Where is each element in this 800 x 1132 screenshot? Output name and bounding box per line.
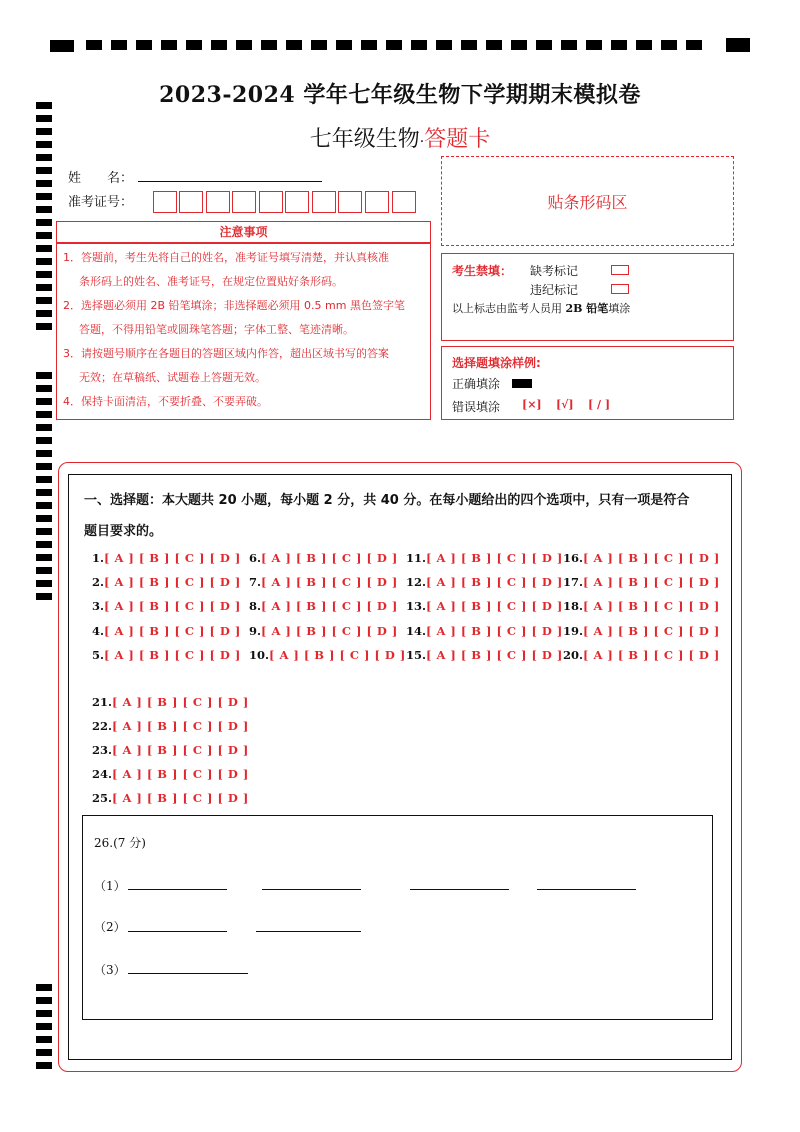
violation-mark-label: 违纪标记 [530, 283, 579, 297]
question-10[interactable] [249, 648, 406, 662]
barcode-area [441, 156, 734, 246]
notice-item: 答题，不得用铅笔或圆珠笔答题；字体工整、笔迹清晰。 [79, 323, 354, 336]
answer-options[interactable]: [ A ] [ B ] [ C ] [ D ] [583, 551, 720, 565]
timing-mark [311, 40, 327, 50]
notice-item: 1．答题前，考生先将自己的姓名，准考证号填写清楚，并认真核准 [63, 251, 389, 264]
question-number: 20. [563, 648, 584, 662]
correct-fill-label: 正确填涂 [452, 377, 501, 391]
question-number: 2. [92, 575, 105, 589]
card-label: 答题卡 [424, 127, 491, 152]
answer-options[interactable]: [ A ] [ B ] [ C ] [ D ] [583, 648, 720, 662]
timing-mark [186, 40, 202, 50]
section1-title-line1: 一、选择题：本大题共 20 小题，每小题 2 分，共 40 分。在每小题给出的四个选项中，只有一项是符合 [84, 493, 690, 508]
answer-options[interactable]: [ A ] [ B ] [ C ] [ D ] [112, 695, 249, 709]
answer-options[interactable]: [ A ] [ B ] [ C ] [ D ] [426, 648, 563, 662]
question-13[interactable] [406, 599, 563, 613]
question-9[interactable] [249, 624, 398, 638]
question-12[interactable] [406, 575, 563, 589]
answer-options[interactable]: [ A ] [ B ] [ C ] [ D ] [261, 575, 398, 589]
forbidden-box [441, 253, 734, 341]
exam-id-box[interactable] [285, 191, 309, 213]
question-number: 23. [92, 743, 113, 757]
question-16[interactable] [563, 551, 720, 565]
q26-part3-label: （3） [94, 963, 126, 977]
timing-mark [511, 40, 527, 50]
answer-options[interactable]: [ A ] [ B ] [ C ] [ D ] [104, 624, 241, 638]
answer-options[interactable]: [ A ] [ B ] [ C ] [ D ] [426, 624, 563, 638]
forbidden-note [452, 300, 630, 316]
question-number: 5. [92, 648, 105, 662]
question-number: 22. [92, 719, 113, 733]
question-number: 1. [92, 551, 105, 565]
question-14[interactable] [406, 624, 563, 638]
question-number: 10. [249, 648, 270, 662]
question-22[interactable] [92, 719, 249, 733]
question-number: 9. [249, 624, 262, 638]
question-17[interactable] [563, 575, 720, 589]
card-subtitle [0, 122, 800, 153]
note-prefix: 以上标志由监考人员用 [452, 302, 566, 315]
question-number: 14. [406, 624, 427, 638]
question-3[interactable] [92, 599, 241, 613]
q26-part1-blank[interactable] [410, 889, 509, 890]
exam-id-box[interactable] [153, 191, 177, 213]
name-field[interactable] [138, 181, 322, 182]
question-6[interactable] [249, 551, 398, 565]
answer-options[interactable]: [ A ] [ B ] [ C ] [ D ] [583, 624, 720, 638]
question-25[interactable] [92, 791, 249, 805]
q26-part1-blank[interactable] [128, 889, 227, 890]
question-15[interactable] [406, 648, 563, 662]
answer-options[interactable]: [ A ] [ B ] [ C ] [ D ] [104, 599, 241, 613]
question-number: 25. [92, 791, 113, 805]
question-8[interactable] [249, 599, 398, 613]
dot-separator: · [419, 134, 425, 150]
wrong-mark-check: [√] [556, 398, 574, 411]
timing-mark [286, 40, 302, 50]
notice-item: 条形码上的姓名、准考证号，在规定位置贴好条形码。 [79, 275, 343, 288]
left-timing-group-2 [36, 372, 52, 606]
correct-fill-sample [512, 379, 532, 388]
notice-item: 2．选择题必须用 2B 铅笔填涂；非选择题必须用 0.5 mm 黑色签字笔 [63, 299, 405, 312]
exam-id-box[interactable] [206, 191, 230, 213]
timing-mark [111, 40, 127, 50]
timing-mark [361, 40, 377, 50]
notice-title-box [56, 221, 431, 243]
notice-box [56, 243, 431, 420]
question-number: 11. [406, 551, 427, 565]
answer-options[interactable]: [ A ] [ B ] [ C ] [ D ] [261, 551, 398, 565]
q26-title: 26.(7 分) [94, 836, 146, 850]
answer-options[interactable]: [ A ] [ B ] [ C ] [ D ] [426, 551, 563, 565]
timing-mark [211, 40, 227, 50]
exam-id-box[interactable] [392, 191, 416, 213]
timing-mark [411, 40, 427, 50]
answer-options[interactable]: [ A ] [ B ] [ C ] [ D ] [583, 575, 720, 589]
left-timing-group-3 [36, 984, 52, 1075]
answer-options[interactable]: [ A ] [ B ] [ C ] [ D ] [426, 599, 563, 613]
section1-title-line2: 题目要求的。 [84, 524, 163, 539]
answer-options[interactable]: [ A ] [ B ] [ C ] [ D ] [104, 551, 241, 565]
question-number: 18. [563, 599, 584, 613]
answer-options[interactable]: [ A ] [ B ] [ C ] [ D ] [112, 743, 249, 757]
question-11[interactable] [406, 551, 563, 565]
notice-title: 注意事项 [219, 225, 268, 239]
answer-options[interactable]: [ A ] [ B ] [ C ] [ D ] [583, 599, 720, 613]
notice-item: 4．保持卡面清洁，不要折叠、不要弄破。 [63, 395, 268, 408]
timing-mark [536, 40, 552, 50]
exam-id-box[interactable] [338, 191, 362, 213]
question-number: 8. [249, 599, 262, 613]
q26-box [82, 815, 713, 1020]
question-1[interactable] [92, 551, 241, 565]
question-24[interactable] [92, 767, 249, 781]
timing-mark [586, 40, 602, 50]
question-number: 15. [406, 648, 427, 662]
timing-mark [436, 40, 452, 50]
question-4[interactable] [92, 624, 241, 638]
question-21[interactable] [92, 695, 249, 709]
timing-mark [136, 40, 152, 50]
question-23[interactable] [92, 743, 249, 757]
question-number: 19. [563, 624, 584, 638]
q26-part1-blank[interactable] [537, 889, 636, 890]
question-5[interactable] [92, 648, 241, 662]
subject-label: 七年级生物 [309, 127, 420, 152]
note-bold: 2B 铅笔 [565, 302, 609, 315]
absent-mark-label: 缺考标记 [530, 264, 579, 278]
question-number: 3. [92, 599, 105, 613]
timing-mark [686, 40, 702, 50]
timing-mark [661, 40, 677, 50]
notice-item: 3．请按题号顺序在各题目的答题区域内作答，超出区域书写的答案 [63, 347, 389, 360]
answer-options[interactable]: [ A ] [ B ] [ C ] [ D ] [112, 791, 249, 805]
fill-sample-box [441, 346, 734, 420]
violation-mark-box[interactable] [611, 284, 629, 294]
exam-id-box[interactable] [259, 191, 283, 213]
name-label: 姓 名： [68, 171, 134, 186]
exam-id-box[interactable] [232, 191, 256, 213]
timing-mark [86, 40, 102, 50]
question-number: 7. [249, 575, 262, 589]
notice-item: 无效；在草稿纸、试题卷上答题无效。 [79, 371, 266, 384]
q26-part2-blank[interactable] [256, 931, 361, 932]
question-number: 12. [406, 575, 427, 589]
question-19[interactable] [563, 624, 720, 638]
timing-mark [486, 40, 502, 50]
timing-mark [461, 40, 477, 50]
exam-id-box[interactable] [312, 191, 336, 213]
q26-part2-label: （2） [94, 920, 126, 934]
question-7[interactable] [249, 575, 398, 589]
page-title: 2023-2024 学年七年级生物下学期期末模拟卷 [159, 82, 641, 108]
barcode-label: 贴条形码区 [547, 193, 628, 212]
note-suffix: 填涂 [608, 302, 631, 315]
timing-mark [161, 40, 177, 50]
timing-mark [726, 38, 750, 52]
wrong-fill-label: 错误填涂 [452, 400, 501, 414]
q26-part2-blank[interactable] [128, 931, 227, 932]
timing-mark [261, 40, 277, 50]
question-number: 4. [92, 624, 105, 638]
answer-options[interactable]: [ A ] [ B ] [ C ] [ D ] [261, 624, 398, 638]
timing-mark [386, 40, 402, 50]
question-number: 21. [92, 695, 113, 709]
timing-mark [336, 40, 352, 50]
absent-mark-box[interactable] [611, 265, 629, 275]
question-20[interactable] [563, 648, 720, 662]
timing-mark [561, 40, 577, 50]
q26-part1-label: （1） [94, 879, 126, 893]
timing-mark [636, 40, 652, 50]
forbidden-title: 考生禁填： [452, 264, 513, 278]
question-number: 6. [249, 551, 262, 565]
q26-part3-blank[interactable] [128, 973, 248, 974]
answer-options[interactable]: [ A ] [ B ] [ C ] [ D ] [269, 648, 406, 662]
q26-part1-blank[interactable] [262, 889, 361, 890]
question-number: 17. [563, 575, 584, 589]
answer-options[interactable]: [ A ] [ B ] [ C ] [ D ] [426, 575, 563, 589]
answer-options[interactable]: [ A ] [ B ] [ C ] [ D ] [104, 575, 241, 589]
question-18[interactable] [563, 599, 720, 613]
question-number: 24. [92, 767, 113, 781]
exam-id-label: 准考证号： [68, 195, 134, 210]
answer-options[interactable]: [ A ] [ B ] [ C ] [ D ] [112, 719, 249, 733]
answer-options[interactable]: [ A ] [ B ] [ C ] [ D ] [104, 648, 241, 662]
wrong-mark-x: [×] [522, 398, 542, 411]
timing-mark [50, 40, 74, 52]
answer-options[interactable]: [ A ] [ B ] [ C ] [ D ] [112, 767, 249, 781]
question-2[interactable] [92, 575, 241, 589]
answer-options[interactable]: [ A ] [ B ] [ C ] [ D ] [261, 599, 398, 613]
fill-sample-title: 选择题填涂样例: [452, 356, 541, 370]
question-number: 16. [563, 551, 584, 565]
wrong-mark-slash: [ / ] [588, 398, 611, 411]
exam-id-box[interactable] [365, 191, 389, 213]
timing-mark [236, 40, 252, 50]
exam-id-box[interactable] [179, 191, 203, 213]
timing-mark [611, 40, 627, 50]
question-number: 13. [406, 599, 427, 613]
